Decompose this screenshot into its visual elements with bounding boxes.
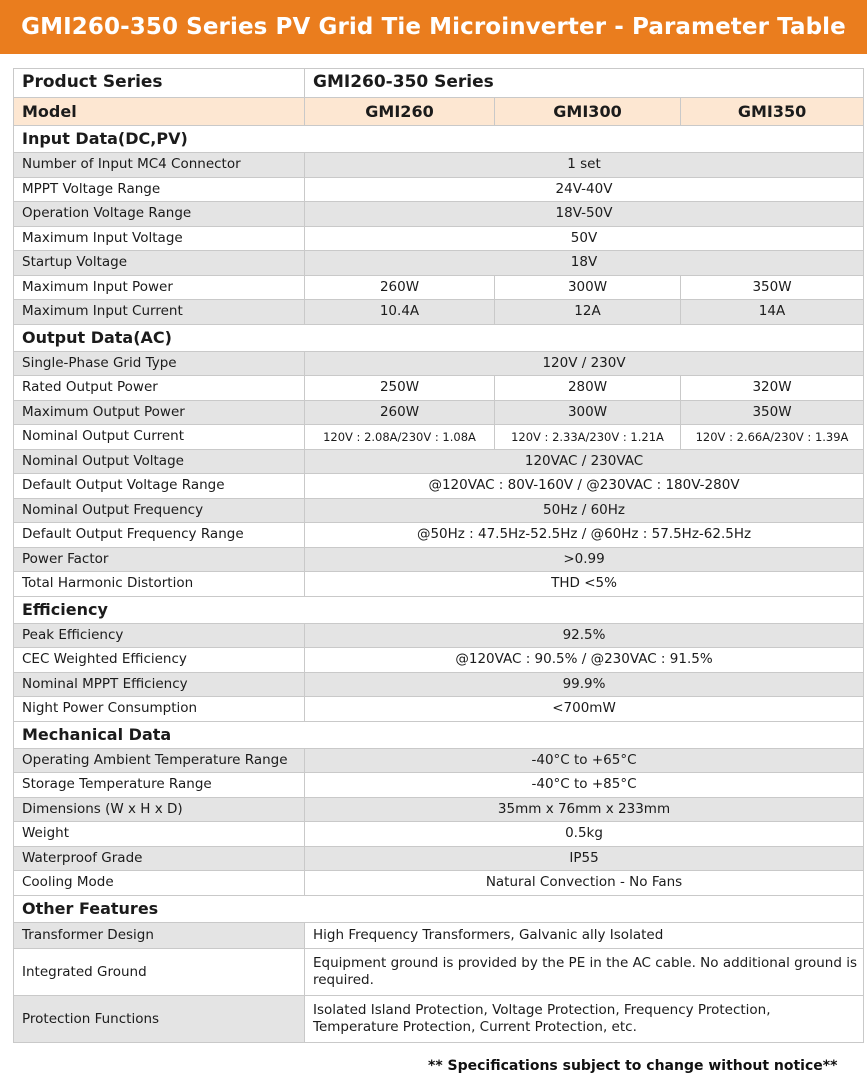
model-gmi350: GMI350 xyxy=(681,98,864,126)
row-value-gmi260: 10.4A xyxy=(305,300,495,325)
footer-note: ** Specifications subject to change without notice** xyxy=(428,1058,838,1074)
table-row xyxy=(14,871,864,896)
row-value-gmi260: 250W xyxy=(305,376,495,401)
row-value-gmi260: 260W xyxy=(305,400,495,425)
table-row xyxy=(14,400,864,425)
row-value: 120V / 230V xyxy=(305,351,864,376)
row-label: Startup Voltage xyxy=(14,251,305,276)
section-title: Mechanical Data xyxy=(14,721,864,748)
row-value: <700mW xyxy=(305,697,864,722)
table-row xyxy=(14,797,864,822)
row-value: Isolated Island Protection, Voltage Protection, Frequency Protection, Temperature Protection, Current Protection, etc. xyxy=(305,996,864,1043)
model-label: Model xyxy=(14,98,305,126)
section-title: Output Data(AC) xyxy=(14,324,864,351)
row-label: Waterproof Grade xyxy=(14,846,305,871)
row-value: 120VAC / 230VAC xyxy=(305,449,864,474)
row-value-gmi350: 120V : 2.66A/230V : 1.39A xyxy=(681,425,864,450)
table-row xyxy=(14,748,864,773)
row-value-gmi300: 120V : 2.33A/230V : 1.21A xyxy=(495,425,681,450)
row-label: Maximum Output Power xyxy=(14,400,305,425)
title-banner xyxy=(0,0,867,54)
row-label: Integrated Ground xyxy=(14,949,305,996)
row-value: 50V xyxy=(305,226,864,251)
row-value: 35mm x 76mm x 233mm xyxy=(305,797,864,822)
row-value: @120VAC : 80V-160V / @230VAC : 180V-280V xyxy=(305,474,864,499)
section-mechanical xyxy=(14,721,864,748)
row-value: >0.99 xyxy=(305,547,864,572)
product-series-row xyxy=(14,69,864,98)
row-label: MPPT Voltage Range xyxy=(14,177,305,202)
row-value: 0.5kg xyxy=(305,822,864,847)
row-label: Maximum Input Power xyxy=(14,275,305,300)
section-output xyxy=(14,324,864,351)
row-label: Number of Input MC4 Connector xyxy=(14,153,305,178)
row-label: Rated Output Power xyxy=(14,376,305,401)
model-gmi300: GMI300 xyxy=(495,98,681,126)
section-title: Other Features xyxy=(14,895,864,922)
table-row xyxy=(14,226,864,251)
row-label: Peak Efficiency xyxy=(14,623,305,648)
row-label: Dimensions (W x H x D) xyxy=(14,797,305,822)
product-series-value: GMI260-350 Series xyxy=(305,69,864,98)
row-value: 24V-40V xyxy=(305,177,864,202)
table-row xyxy=(14,425,864,450)
table-row xyxy=(14,498,864,523)
row-label: Default Output Voltage Range xyxy=(14,474,305,499)
row-value: 18V xyxy=(305,251,864,276)
row-label: Operating Ambient Temperature Range xyxy=(14,748,305,773)
row-label: Storage Temperature Range xyxy=(14,773,305,798)
row-label: Weight xyxy=(14,822,305,847)
product-series-label: Product Series xyxy=(14,69,305,98)
table-row xyxy=(14,177,864,202)
table-row xyxy=(14,697,864,722)
table-row xyxy=(14,996,864,1043)
row-value: -40°C to +65°C xyxy=(305,748,864,773)
row-label: Night Power Consumption xyxy=(14,697,305,722)
row-value: High Frequency Transformers, Galvanic ally Isolated xyxy=(305,922,864,949)
page-title: GMI260-350 Series PV Grid Tie Microinverter - Parameter Table xyxy=(21,14,846,40)
table-row xyxy=(14,202,864,227)
table-row xyxy=(14,351,864,376)
row-value: @120VAC : 90.5% / @230VAC : 91.5% xyxy=(305,648,864,673)
table-row xyxy=(14,376,864,401)
row-value: Equipment ground is provided by the PE in the AC cable. No additional ground is required. xyxy=(305,949,864,996)
row-label: Nominal Output Voltage xyxy=(14,449,305,474)
section-title: Efficiency xyxy=(14,596,864,623)
row-value: IP55 xyxy=(305,846,864,871)
table-row xyxy=(14,846,864,871)
section-input xyxy=(14,126,864,153)
table-row xyxy=(14,773,864,798)
row-value-gmi300: 280W xyxy=(495,376,681,401)
table-row xyxy=(14,153,864,178)
row-value-gmi260: 260W xyxy=(305,275,495,300)
row-value: 92.5% xyxy=(305,623,864,648)
row-label: Protection Functions xyxy=(14,996,305,1043)
table-row xyxy=(14,672,864,697)
parameter-table-container xyxy=(13,68,863,1043)
row-label: Cooling Mode xyxy=(14,871,305,896)
table-row xyxy=(14,949,864,996)
section-title: Input Data(DC,PV) xyxy=(14,126,864,153)
row-label: Operation Voltage Range xyxy=(14,202,305,227)
row-label: Maximum Input Voltage xyxy=(14,226,305,251)
row-value: 18V-50V xyxy=(305,202,864,227)
row-value-gmi300: 300W xyxy=(495,275,681,300)
table-row xyxy=(14,822,864,847)
model-gmi260: GMI260 xyxy=(305,98,495,126)
row-label: Nominal Output Frequency xyxy=(14,498,305,523)
row-value: @50Hz : 47.5Hz-52.5Hz / @60Hz : 57.5Hz-62.5Hz xyxy=(305,523,864,548)
table-row xyxy=(14,523,864,548)
table-row xyxy=(14,547,864,572)
row-value: 99.9% xyxy=(305,672,864,697)
section-other xyxy=(14,895,864,922)
parameter-table xyxy=(13,68,864,1043)
row-value-gmi260: 120V : 2.08A/230V : 1.08A xyxy=(305,425,495,450)
table-row xyxy=(14,275,864,300)
row-value-gmi300: 300W xyxy=(495,400,681,425)
row-value: THD <5% xyxy=(305,572,864,597)
row-value-gmi300: 12A xyxy=(495,300,681,325)
table-row xyxy=(14,572,864,597)
row-value-gmi350: 320W xyxy=(681,376,864,401)
model-row xyxy=(14,98,864,126)
row-label: Nominal MPPT Efficiency xyxy=(14,672,305,697)
row-label: Nominal Output Current xyxy=(14,425,305,450)
row-value: 1 set xyxy=(305,153,864,178)
row-value: Natural Convection - No Fans xyxy=(305,871,864,896)
row-value: -40°C to +85°C xyxy=(305,773,864,798)
row-value-gmi350: 350W xyxy=(681,400,864,425)
row-label: Single-Phase Grid Type xyxy=(14,351,305,376)
row-value-gmi350: 14A xyxy=(681,300,864,325)
row-label: Power Factor xyxy=(14,547,305,572)
row-label: CEC Weighted Efficiency xyxy=(14,648,305,673)
table-row xyxy=(14,623,864,648)
row-value-gmi350: 350W xyxy=(681,275,864,300)
table-row xyxy=(14,648,864,673)
row-label: Default Output Frequency Range xyxy=(14,523,305,548)
table-row xyxy=(14,251,864,276)
table-row xyxy=(14,449,864,474)
table-row xyxy=(14,474,864,499)
table-row xyxy=(14,922,864,949)
row-label: Transformer Design xyxy=(14,922,305,949)
table-row xyxy=(14,300,864,325)
row-label: Total Harmonic Distortion xyxy=(14,572,305,597)
row-label: Maximum Input Current xyxy=(14,300,305,325)
section-efficiency xyxy=(14,596,864,623)
row-value: 50Hz / 60Hz xyxy=(305,498,864,523)
